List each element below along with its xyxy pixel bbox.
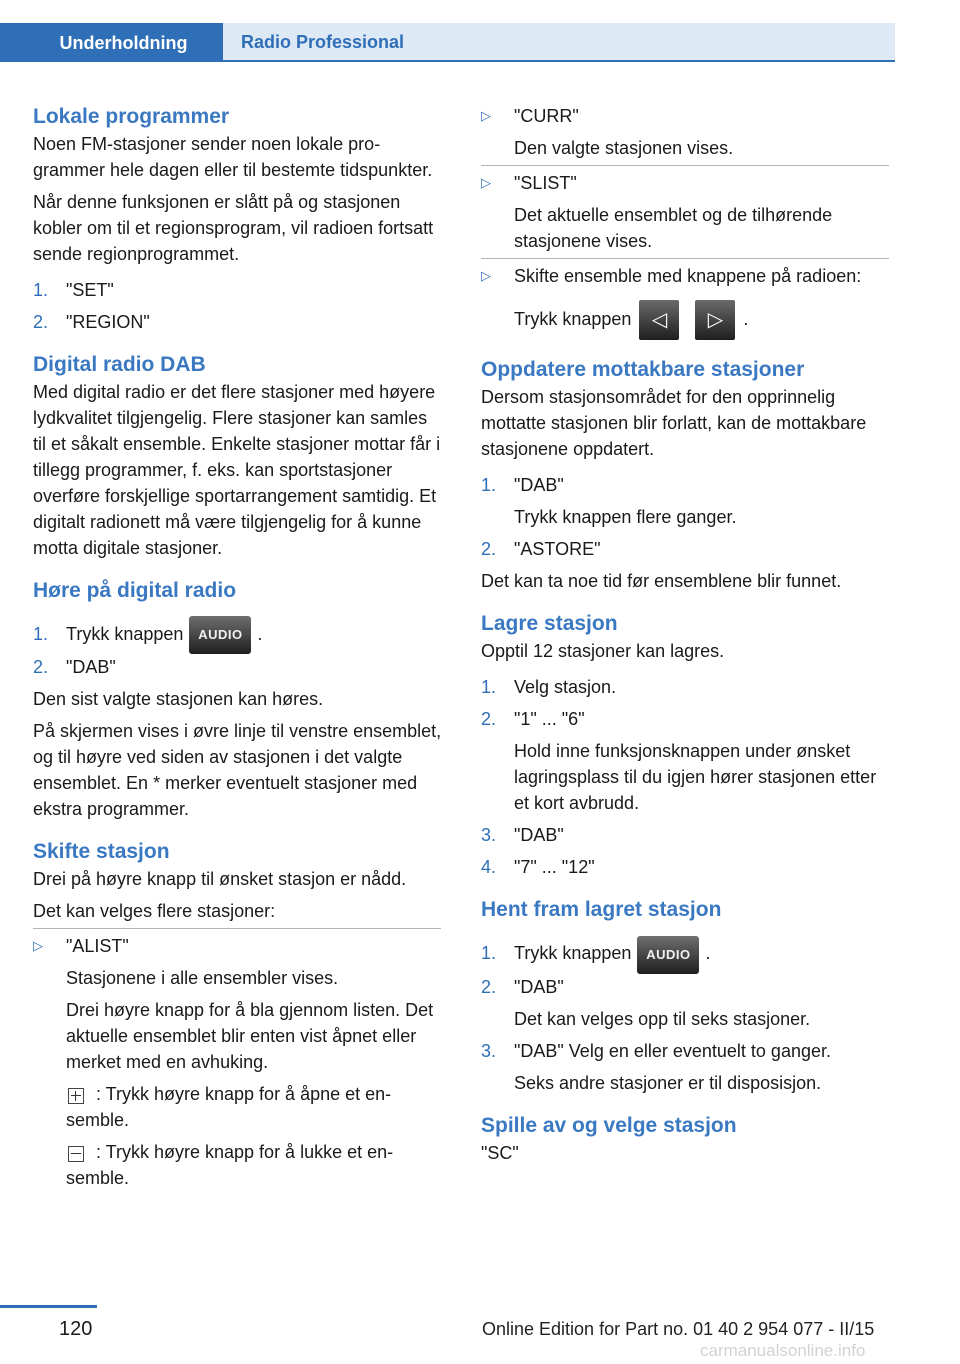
heading-spille-av-og-velge-stasjon: Spille av og velge stasjon bbox=[481, 1113, 737, 1137]
paragraph: Drei på høyre knapp til ønsket stasjon er nådd. bbox=[33, 869, 407, 890]
audio-button-icon: AUDIO bbox=[637, 936, 699, 974]
list-item: 2. "REGION" bbox=[33, 312, 150, 332]
audio-button-icon: AUDIO bbox=[189, 616, 251, 654]
next-arrow-icon: ▷ bbox=[695, 300, 735, 340]
heading-skifte-stasjon: Skifte stasjon bbox=[33, 840, 170, 864]
heading-oppdatere-mottakbare-stasjoner: Oppdatere mottakbare stasjoner bbox=[481, 358, 805, 382]
edition-note: Online Edition for Part no. 01 40 2 954 077 - II/15 bbox=[482, 1319, 875, 1339]
right-column bbox=[481, 103, 893, 1166]
chapter-header bbox=[0, 0, 895, 62]
paragraph: Med digital radio er det flere stasjoner med høyere lydkvalitet tilgjengelig. Flere stasjoner kan samles til et såkalt ensemble. Enkelte stasjoner mottar får i tillegg programmer, f. eks. kan sportstasjoner overføre forskjellige sportarrangement samtidig. Et digitalt radionett må være tilgjengelig for å kunne motta digitale stasjoner. bbox=[33, 382, 441, 558]
paragraph: Den sist valgte stasjonen kan høres. bbox=[33, 689, 324, 710]
list-item: 1. "SET" bbox=[33, 280, 114, 300]
triangle-bullet-icon: ▷ bbox=[481, 268, 491, 283]
list-item: 3. "DAB" Velg en eller eventuelt to ganger. Seks andre stasjoner er til disposisjon. bbox=[481, 1040, 831, 1093]
footer-rule bbox=[0, 1305, 97, 1308]
list-item: 2. "DAB" Det kan velges opp til seks stasjoner. bbox=[481, 976, 811, 1029]
bullet-item-switch-ensemble: ▷ Skifte ensemble med knappene på radioen: Trykk knappen ◁ ▷ . bbox=[481, 263, 893, 340]
tab-radio-professional[interactable]: Radio Professional bbox=[223, 23, 895, 60]
list-item: 3. "DAB" bbox=[481, 825, 564, 846]
paragraph: Noen FM-stasjoner sender noen lokale programmer hele dagen eller til bestemte tidspunkter. bbox=[33, 134, 433, 180]
triangle-bullet-icon: ▷ bbox=[481, 175, 491, 190]
list-item: 4. "7" ... "12" bbox=[481, 857, 595, 878]
list-item: 1. "DAB" Trykk knappen flere ganger. bbox=[481, 475, 737, 528]
watermark: carmanualsonline.info bbox=[700, 1341, 866, 1360]
paragraph: Det kan velges flere stasjoner: bbox=[33, 901, 276, 922]
list-item: 1. Trykk knappen AUDIO . bbox=[481, 934, 893, 973]
heading-lokale-programmer: Lokale programmer bbox=[33, 105, 230, 128]
expand-plus-icon bbox=[68, 1088, 84, 1104]
paragraph: Dersom stasjonsområdet for den opprinnelig mottatte stasjonen blir forlatt, kan de mottakbare stasjonene oppdatert. bbox=[481, 387, 867, 460]
paragraph: Det kan ta noe tid før ensemblene blir funnet. bbox=[481, 571, 842, 592]
list-item: 2. "1" ... "6" Hold inne funksjonsknappen under ønsket lagringsplass til du igjen hører stasjonen etter et kort avbrudd. bbox=[481, 709, 877, 814]
heading-digital-radio-dab: Digital radio DAB bbox=[33, 353, 206, 376]
tab-underholdning[interactable]: Underholdning bbox=[0, 23, 223, 62]
heading-hore-pa-digital-radio: Høre på digital radio bbox=[33, 579, 237, 602]
list-item: 1. Velg stasjon. bbox=[481, 677, 617, 698]
list-item: 2. "ASTORE" bbox=[481, 539, 601, 560]
heading-lagre-stasjon: Lagre stasjon bbox=[481, 612, 618, 636]
left-column bbox=[33, 103, 445, 1191]
paragraph: Når denne funksjonen er slått på og stasjonen kobler om til et regionsprogram, vil radioen fortsatt sende regionprogrammet. bbox=[33, 192, 434, 264]
list-item: 2. "DAB" bbox=[33, 657, 116, 678]
previous-arrow-icon: ◁ bbox=[639, 300, 679, 340]
triangle-bullet-icon: ▷ bbox=[33, 938, 43, 954]
triangle-bullet-icon: ▷ bbox=[481, 108, 491, 123]
paragraph: Opptil 12 stasjoner kan lagres. bbox=[481, 641, 725, 662]
list-item: 1. Trykk knappen AUDIO . bbox=[33, 615, 445, 654]
bullet-item-alist: ▷ "ALIST" Stasjonene i alle ensembler vises. Drei høyre knapp for å bla gjennom listen. Det aktuelle ensemblet blir enten vist åpnet eller merket med en avhuking. : Trykk høyre knapp for å åpne et ensemble. : Trykk høyre knapp for å lukke et ensemble. bbox=[33, 933, 445, 1191]
bullet-item-slist: ▷ "SLIST" Det aktuelle ensemblet og de tilhørende stasjonene vises. bbox=[481, 170, 893, 254]
bullet-item-curr: ▷ "CURR" Den valgte stasjonen vises. bbox=[481, 103, 893, 161]
paragraph: "SC" bbox=[481, 1142, 519, 1163]
paragraph: På skjermen vises i øvre linje til venstre ensemblet, og til høyre ved siden av stasjonen i det valgte ensemblet. En * merker eventuelt stasjoner med ekstra programmer. bbox=[33, 721, 442, 820]
header-rule bbox=[0, 60, 895, 62]
heading-hent-fram-lagret-stasjon: Hent fram lagret stasjon bbox=[481, 898, 722, 922]
page-number: 120 bbox=[59, 1318, 93, 1340]
collapse-minus-icon bbox=[68, 1146, 84, 1162]
